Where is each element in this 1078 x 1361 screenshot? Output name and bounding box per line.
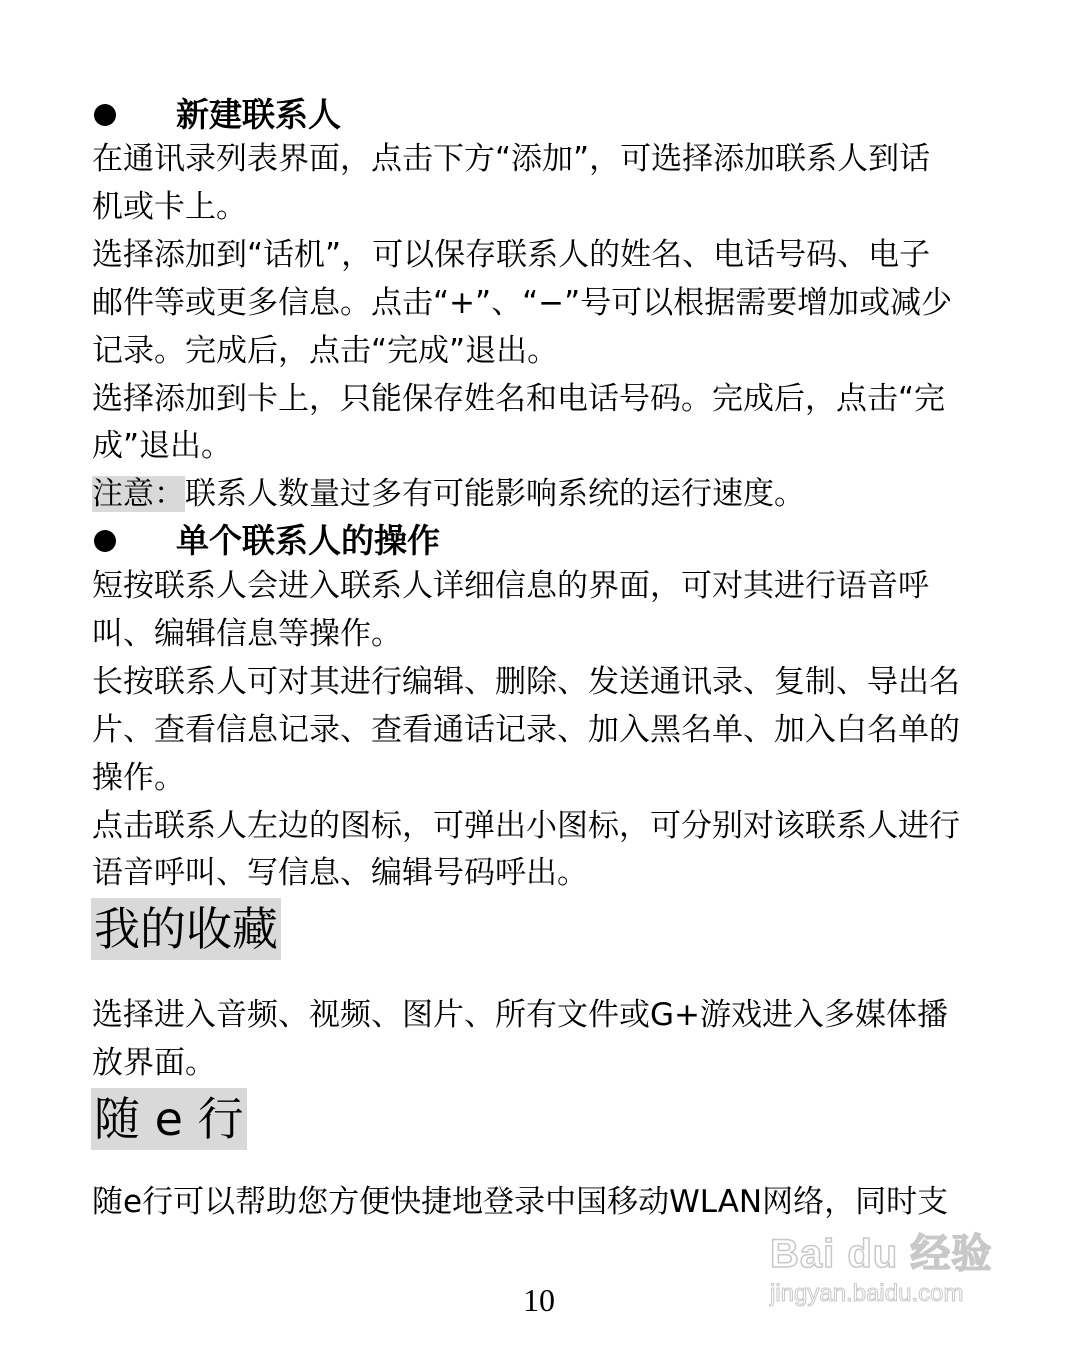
heading-favorites: 我的收藏 <box>91 898 281 960</box>
paragraph-line: 操作。 <box>92 760 185 796</box>
paragraph-line: 长按联系人可对其进行编辑、删除、发送通讯录、复制、导出名 <box>92 664 960 700</box>
paragraph-line: 短按联系人会进入联系人详细信息的界面，可对其进行语音呼 <box>92 568 929 604</box>
paragraph-line: 放界面。 <box>92 1045 216 1081</box>
paragraph-line: 机或卡上。 <box>92 189 247 225</box>
paragraph-line: 在通讯录列表界面，点击下方“添加”，可选择添加联系人到话 <box>92 141 931 177</box>
heading-sui-e-xing: 随 e 行 <box>91 1088 247 1150</box>
paragraph-line: 叫、编辑信息等操作。 <box>92 616 402 652</box>
watermark-url: jingyan.baidu.com <box>770 1280 964 1307</box>
paragraph-line: 片、查看信息记录、查看通话记录、加入黑名单、加入白名单的 <box>92 712 960 748</box>
section-title-single-contact: 单个联系人的操作 <box>176 521 440 560</box>
watermark-logo-text: Bai du 经验 <box>770 1232 993 1276</box>
bullet-dot-icon <box>94 530 116 552</box>
section-title-new-contact: 新建联系人 <box>176 95 341 134</box>
paragraph-line: 成”退出。 <box>92 428 233 464</box>
paragraph-line: 选择添加到卡上，只能保存姓名和电话号码。完成后，点击“完 <box>92 381 946 417</box>
paragraph-line: 随e行可以帮助您方便快捷地登录中国移动WLAN网络，同时支 <box>92 1184 949 1220</box>
paragraph-line: 记录。完成后，点击“完成”退出。 <box>92 333 559 369</box>
paragraph-line: 点击联系人左边的图标，可弹出小图标，可分别对该联系人进行 <box>92 808 960 844</box>
bullet-dot-icon <box>94 104 116 126</box>
paragraph-line: 语音呼叫、写信息、编辑号码呼出。 <box>92 855 588 891</box>
note-text: 联系人数量过多有可能影响系统的运行速度。 <box>185 476 805 512</box>
paragraph-line: 选择进入音频、视频、图片、所有文件或G+游戏进入多媒体播 <box>92 997 948 1033</box>
note-line <box>92 474 805 514</box>
paragraph-line: 邮件等或更多信息。点击“+”、“−”号可以根据需要增加或减少 <box>92 285 953 321</box>
bullet-new-contact <box>92 93 341 137</box>
note-label: 注意： <box>92 476 185 512</box>
paragraph-line: 选择添加到“话机”，可以保存联系人的姓名、电话号码、电子 <box>92 237 931 273</box>
bullet-single-contact <box>92 519 440 563</box>
page-number: 10 <box>523 1282 555 1318</box>
